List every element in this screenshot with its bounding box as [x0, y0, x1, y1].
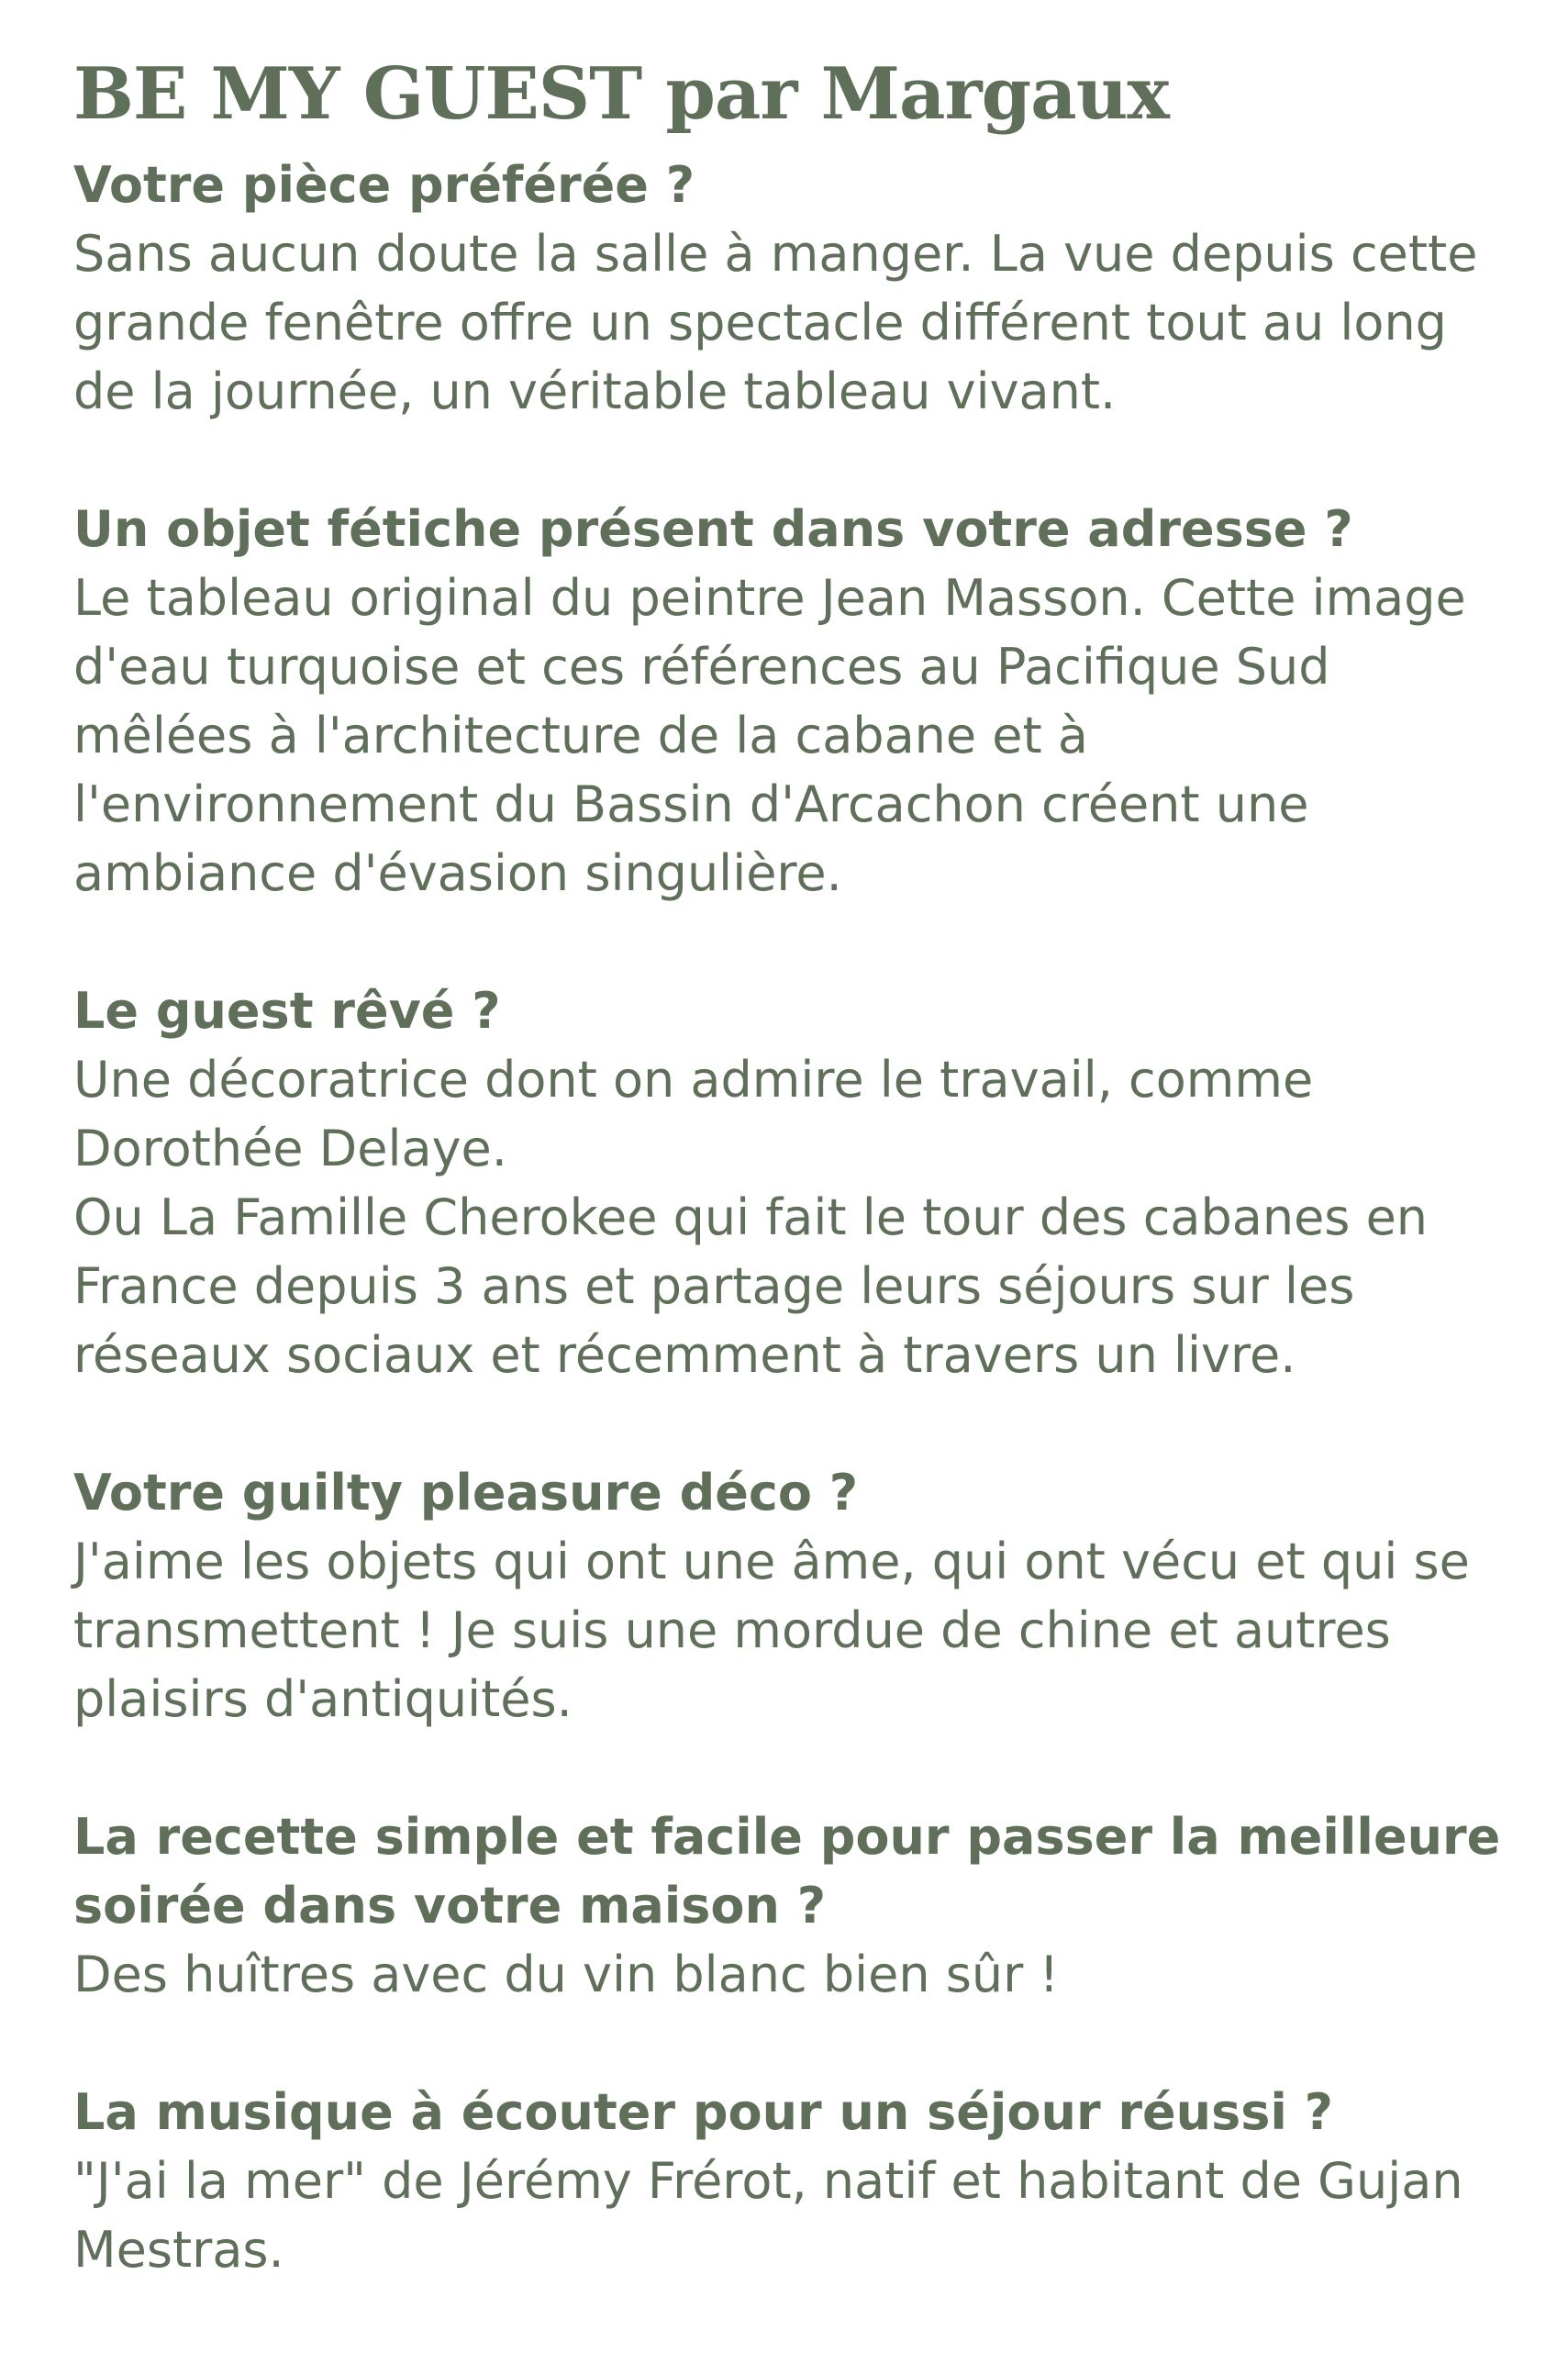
- page-title: BE MY GUEST par Margaux: [73, 52, 1169, 136]
- qa-dream-guest: [73, 976, 1505, 1389]
- answer: "J'ai la mer" de Jérémy Frérot, natif et habitant de Gujan Mestras.: [73, 2151, 1463, 2279]
- question: La musique à écouter pour un séjour réussi ?: [73, 2082, 1333, 2141]
- answer: Sans aucun doute la salle à manger. La vue depuis cette grande fenêtre offre un spectacle différent tout au long de la journée, un véritable tableau vivant.: [73, 224, 1478, 420]
- qa-fetish-object: [73, 495, 1505, 908]
- qa-favorite-room: [73, 151, 1505, 426]
- answer: J'aime les objets qui ont une âme, qui ont vécu et qui se transmettent ! Je suis une mordue de chine et autres plaisirs d'antiquités.: [73, 1532, 1470, 1728]
- qa-recipe: [73, 1802, 1505, 2009]
- qa-guilty-pleasure: [73, 1458, 1505, 1734]
- qa-music: [73, 2078, 1505, 2284]
- question: Votre pièce préférée ?: [73, 155, 695, 214]
- answer: Une décoratrice dont on admire le travail, comme Dorothée Delaye.: [73, 1050, 1314, 1177]
- question: Votre guilty pleasure déco ?: [73, 1463, 859, 1522]
- answer: Le tableau original du peintre Jean Masson. Cette image d'eau turquoise et ces références au Pacifique Sud mêlées à l'architecture de la cabane et à l'environnement du Bassin d'Arcachon créent une ambiance d'évasion singulière.: [73, 568, 1466, 902]
- answer: Ou La Famille Cherokee qui fait le tour des cabanes en France depuis 3 ans et partage leurs séjours sur les réseaux sociaux et récemment à travers un livre.: [73, 1188, 1429, 1384]
- question: Un objet fétiche présent dans votre adresse ?: [73, 499, 1353, 558]
- question: Le guest rêvé ?: [73, 981, 501, 1040]
- question: La recette simple et facile pour passer la meilleure soirée dans votre maison ?: [73, 1807, 1501, 1935]
- article: [73, 52, 1505, 2353]
- answer: Des huîtres avec du vin blanc bien sûr !: [73, 1945, 1060, 2003]
